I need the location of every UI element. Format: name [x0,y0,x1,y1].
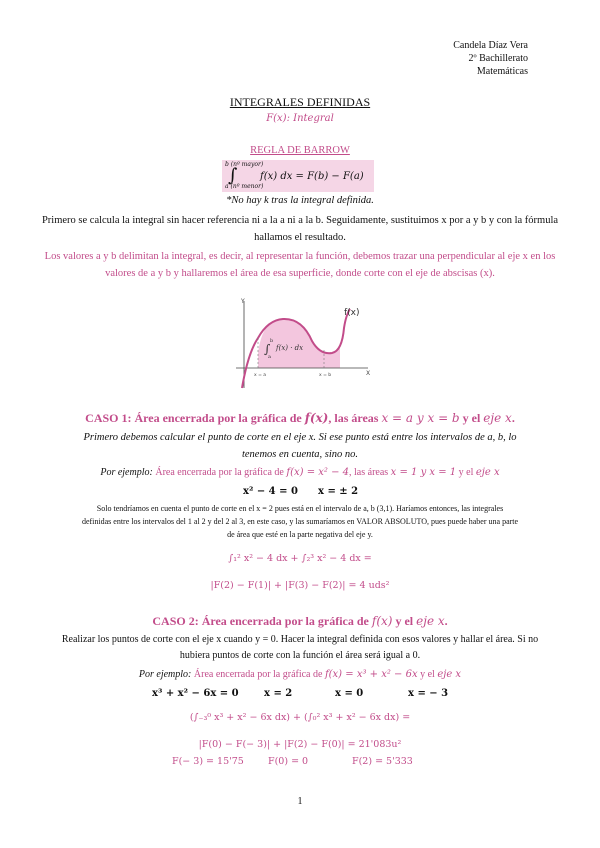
graph-xa: x = a [254,373,267,378]
case1-note2: definidas entre los intervalos del 1 al 2 y del 2 al 3, en este caso, y las sumaríamos en VALOR ABSOLUTO, pues puede haber una parte [81,517,519,526]
author: Candela Díaz Vera [453,40,528,51]
header-block [453,39,528,78]
case1-eq-right: x = ± 2 [318,486,359,497]
page-title: INTEGRALES DEFINIDAS [229,95,371,109]
barrow-integrand: f(x) dx = F(b) − F(a) [260,171,364,182]
page-number: 1 [297,796,303,807]
case1-heading: CASO 1: Área encerrada por la gráfica de f(x), las áreas x = a y x = b y el eje x. [85,411,515,425]
case2-line2: hubiera puntos de corte con la función el área será igual a 0. [179,650,421,661]
graph-upper: b [270,338,274,344]
case1-eq-left: x² − 4 = 0 [243,486,298,497]
case1-note3: de área que esté en la parte negativa del eje y. [227,530,373,539]
graph-lower: a [268,354,271,360]
graph-x-label: X [366,370,371,377]
case1-example: Por ejemplo: Área encerrada por la gráfica de f(x) = x² − 4, las áreas x = 1 y x = 1 y el eje x [100,467,500,478]
barrow-heading: REGLA DE BARROW [250,145,350,156]
barrow-upper: b (nº mayor) [225,161,264,168]
subtitle: F(x): Integral [266,113,334,124]
paragraph-2: Los valores a y b delimitan la integral, es decir, al representar la función, debemos trazar una perpendicular al eje x en los valores de a y b y hallaremos el área de esa superficie, donde corte con el eje de abscisas (x). [44,251,556,279]
graph-integral: f(x) · dx [276,344,304,352]
case2-root1: x = 2 [264,688,293,699]
case2-line1: Realizar los puntos de corte con el eje x cuando y = 0. Hacer la integral definida con esos valores y hallar el área. Si no [61,634,539,645]
case1-line1: Primero debemos calcular el punto de corte en el eje x. Si ese punto está entre los intervalos de a, b, lo [83,432,517,443]
case1-result: |F(2) − F(1)| + |F(3) − F(2)| = 4 uds² [210,580,390,591]
integral-graph [228,293,376,391]
case1-line2: tenemos en cuenta, sino no. [241,449,359,460]
case2-root3: x = − 3 [408,688,449,699]
barrow-lower: a (nº menor) [225,183,264,190]
graph-y-label: Y [241,298,245,305]
case2-heading: CASO 2: Área encerrada por la gráfica de f(x) y el eje x. [152,614,448,628]
subject: Matemáticas [476,66,528,77]
case2-f2: F(0) = 0 [268,756,309,767]
graph-xb: x = b [319,373,332,378]
case2-integrals: (∫₋₃⁰ x³ + x² − 6x dx) + (∫₀² x³ + x² − 6x dx) = [189,712,411,723]
case2-result: |F(0) − F(− 3)| + |F(2) − F(0)| = 21'083u² [198,739,402,750]
case2-f1: F(− 3) = 15'75 [172,756,244,767]
integral-icon: ∫ [228,165,238,186]
case2-root2: x = 0 [335,688,364,699]
case1-integrals: ∫₁² x² − 4 dx + ∫₂³ x² − 4 dx = [228,553,372,564]
course: 2º Bachillerato [468,53,528,64]
case2-example: Por ejemplo: Área encerrada por la gráfica de f(x) = x³ + x² − 6x y el eje x [138,669,462,680]
case1-note1: Solo tendríamos en cuenta el punto de corte en el x = 2 pues está en el intervalo de a, b (3,1). Haríamos entonces, las integrales [96,504,504,513]
graph-integral-icon: ∫ [264,342,271,356]
barrow-note: *No hay k tras la integral definida. [226,195,374,206]
case2-roots-eq: x³ + x² − 6x = 0 [152,688,239,699]
graph-f-label: f(x) [344,308,360,318]
barrow-formula [222,160,374,192]
case2-f3: F(2) = 5'333 [352,756,413,767]
paragraph-1: Primero se calcula la integral sin hacer referencia ni a la a ni a la b. Seguidamente, sustituimos x por a y b y con la fórmula hallamos el resultado. [41,215,559,243]
